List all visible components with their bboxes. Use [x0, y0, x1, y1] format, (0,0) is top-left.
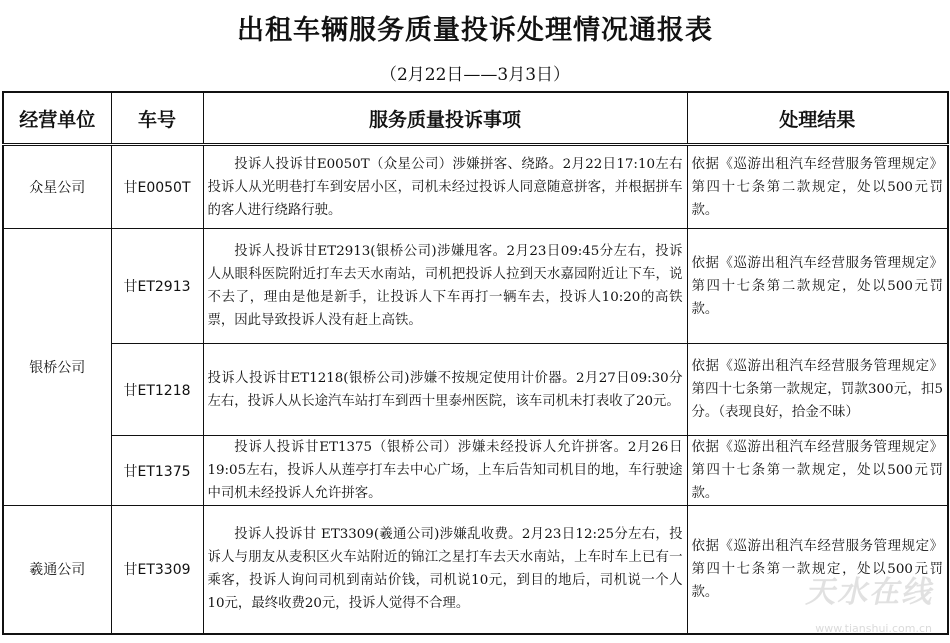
header-plate: 车号	[111, 92, 203, 145]
complaint-cell: 投诉人投诉甘E0050T（众星公司）涉嫌拼客、绕路。2月22日17:10左右投诉人从光明巷打车到安居小区，司机未经过投诉人同意随意拼客，并根据拼车的客人进行绕路行驶。	[203, 145, 687, 229]
table-header-row	[3, 92, 948, 145]
table-row	[3, 436, 948, 506]
plate-cell: 甘ET2913	[111, 229, 203, 344]
plate-cell: 甘ET1375	[111, 436, 203, 506]
plate-cell: 甘E0050T	[111, 145, 203, 229]
complaint-cell: 投诉人投诉甘ET2913(银桥公司)涉嫌甩客。2月23日09:45分左右，投诉人从眼科医院附近打车去天水南站，司机把投诉人拉到天水嘉园附近让下车，说不去了，理由是他是新手，让投诉人下车再打一辆车去，投诉人10:20的高铁票，因此导致投诉人没有赶上高铁。	[203, 229, 687, 344]
complaint-report-table	[2, 91, 949, 635]
report-title: 出租车辆服务质量投诉处理情况通报表	[237, 15, 713, 46]
table-row	[3, 145, 948, 229]
complaint-cell: 投诉人投诉甘ET1375（银桥公司）涉嫌未经投诉人允许拼客。2月26日19:05左右，投诉人从莲亭打车去中心广场，上车后告知司机目的地，车行驶途中司机未经投诉人允许拼客。	[203, 436, 687, 506]
header-result: 处理结果	[687, 92, 948, 145]
header-complaint: 服务质量投诉事项	[203, 92, 687, 145]
watermark-url: www.tianshui.com.cn	[815, 622, 932, 635]
plate-cell: 甘ET3309	[111, 506, 203, 634]
table-row	[3, 229, 948, 344]
watermark-text: 天水在线	[803, 575, 939, 610]
plate-cell: 甘ET1218	[111, 344, 203, 436]
table-row	[3, 506, 948, 634]
complaint-cell: 投诉人投诉甘 ET3309(羲通公司)涉嫌乱收费。2月23日12:25分左右，投诉人与朋友从麦积区火车站附近的锦江之星打车去天水南站，上车时车上已有一乘客，投诉人询问司机到南站价钱，司机说10元，到目的地后，司机说一个人10元，最终收费20元，投诉人觉得不合理。	[203, 506, 687, 634]
table-row	[3, 344, 948, 436]
company-cell: 银桥公司	[3, 229, 111, 506]
result-cell: 依据《巡游出租汽车经营服务管理规定》第四十七条第二款规定，处以500元罚款。	[687, 145, 948, 229]
complaint-cell: 投诉人投诉甘ET1218(银桥公司)涉嫌不按规定使用计价器。2月27日09:30分左右，投诉人从长途汽车站打车到西十里泰州医院，该车司机未打表收了20元。	[203, 344, 687, 436]
result-cell: 依据《巡游出租汽车经营服务管理规定》第四十七条第一款规定，处以500元罚款。	[687, 436, 948, 506]
result-cell: 依据《巡游出租汽车经营服务管理规定》第四十七条第一款规定，罚款300元，扣5分。（表现良好，拾金不昧）	[687, 344, 948, 436]
company-cell: 众星公司	[3, 145, 111, 229]
header-company: 经营单位	[3, 92, 111, 145]
company-cell: 羲通公司	[3, 506, 111, 634]
report-date-range: （2月22日——3月3日）	[379, 65, 571, 85]
result-cell: 依据《巡游出租汽车经营服务管理规定》第四十七条第一款规定，处以500元罚款。	[687, 506, 948, 634]
result-cell: 依据《巡游出租汽车经营服务管理规定》第四十七条第二款规定，处以500元罚款。	[687, 229, 948, 344]
